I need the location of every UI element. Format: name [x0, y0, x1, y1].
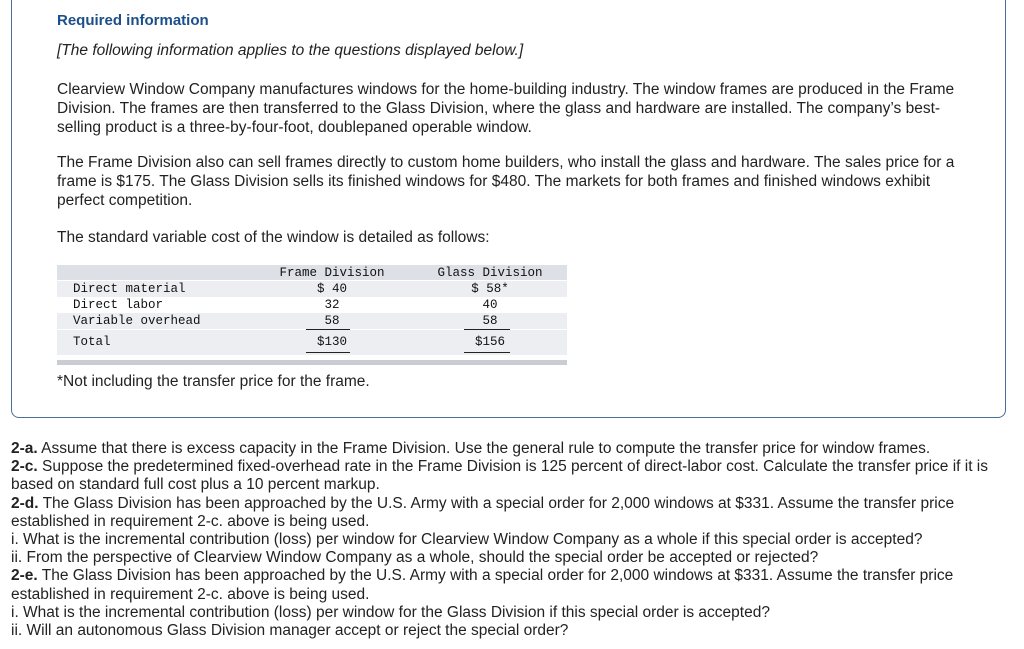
required-information-heading: Required information [57, 12, 209, 29]
glass-variable-overhead: 58 [482, 314, 498, 328]
total-rule [464, 352, 510, 353]
intro-paragraph-2: The Frame Division also can sell frames directly to custom home builders, who install the glass and hardware. The sales price for a frame is $175. The Glass Division sells its finished windows for $480. The markets for both frames and finished windows exhibit perfect competition. [57, 154, 955, 209]
row-label-direct-labor: Direct labor [73, 298, 164, 312]
frame-direct-material: $ 40 [316, 282, 347, 296]
requirement-2c: 2-c. Suppose the predetermined fixed-overhead rate in the Frame Division is 125 percent of direct-labor cost. Calculate the transfer price if it is based on standard full cost plus a 10 percent markup. [11, 458, 988, 494]
header-glass-division: Glass Division [437, 266, 543, 280]
variable-cost-table [57, 264, 567, 366]
header-frame-division: Frame Division [279, 266, 385, 280]
requirements-list [11, 440, 1016, 640]
requirement-2e-ii: ii. Will an autonomous Glass Division manager accept or reject the special order? [11, 622, 569, 640]
glass-direct-material: $ 58* [471, 282, 509, 296]
requirement-2e: 2-e. The Glass Division has been approached by the U.S. Army with a special order for 2,000 windows at $331. Assume the transfer price established in requirement 2-c. above is being used. [11, 567, 954, 603]
glass-total: $156 [474, 335, 505, 349]
frame-direct-labor: 32 [324, 298, 340, 312]
glass-direct-labor: 40 [482, 298, 498, 312]
requirement-2a: 2-a. Assume that there is excess capacity in the Frame Division. Use the general rule to compute the transfer price for window frames. [11, 440, 931, 457]
row-label-total: Total [73, 335, 111, 349]
frame-total: $130 [316, 335, 347, 349]
row-label-direct-material: Direct material [73, 282, 186, 296]
subtotal-rule [464, 329, 510, 330]
requirement-2d-ii: ii. From the perspective of Clearview Window Company as a whole, should the special order be accepted or rejected? [11, 549, 819, 567]
table-footnote: *Not including the transfer price for the frame. [57, 373, 370, 390]
requirement-2e-i: i. What is the incremental contribution (loss) per window for the Glass Division if this special order is accepted? [11, 603, 770, 621]
info-subnote: [The following information applies to the questions displayed below.] [57, 42, 524, 59]
intro-paragraph-1: Clearview Window Company manufactures windows for the home-building industry. The window frames are produced in the Frame Division. The frames are then transferred to the Glass Division, where the glass and hardware are installed. The company’s best-selling product is a three-by-four-foot, doublepaned operable window. [57, 81, 955, 136]
row-label-variable-overhead: Variable overhead [73, 314, 201, 328]
total-rule [306, 352, 350, 353]
frame-variable-overhead: 58 [324, 314, 340, 328]
intro-paragraph-3: The standard variable cost of the window is detailed as follows: [57, 229, 490, 246]
requirement-2d-i: i. What is the incremental contribution (loss) per window for Clearview Window Company as a whole if this special order is accepted? [11, 531, 923, 549]
requirement-2d: 2-d. The Glass Division has been approached by the U.S. Army with a special order for 2,000 windows at $331. Assume the transfer price established in requirement 2-c. above is being used. [11, 494, 955, 530]
subtotal-rule [306, 329, 350, 330]
table-bottom-rule [57, 360, 567, 365]
